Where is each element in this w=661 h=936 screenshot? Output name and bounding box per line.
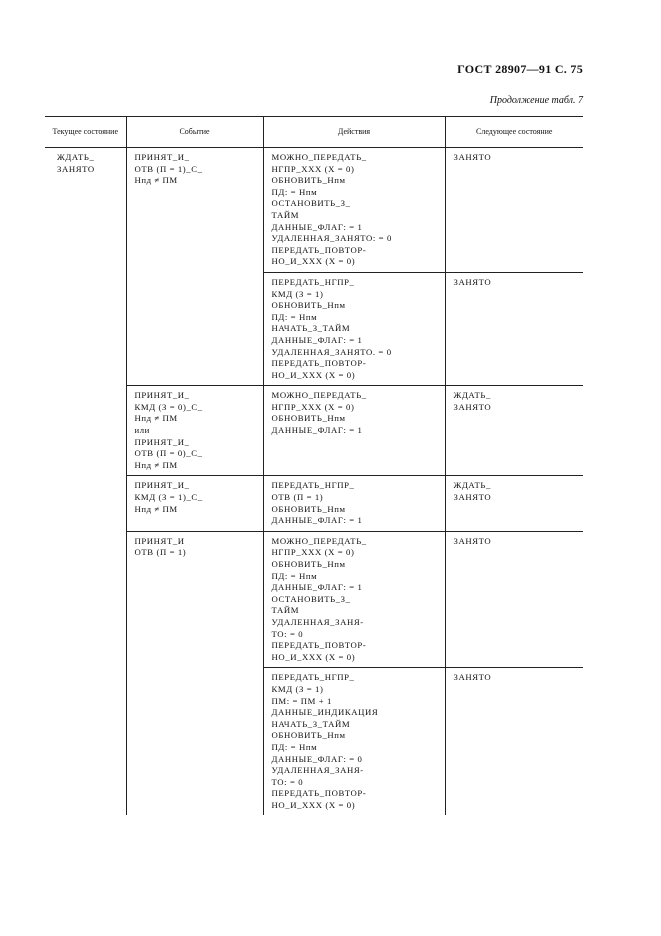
event-line: ОТВ (П = 1)_С_: [134, 163, 203, 174]
action-line: ДАННЫЕ_ИНДИКАЦИЯ: [271, 707, 379, 718]
next-state-cell: [445, 668, 583, 816]
current-state-line: ЖДАТЬ_: [57, 152, 95, 162]
action-line: ТО: = 0: [271, 628, 304, 639]
table-continuation-caption: Продолжение табл. 7: [489, 95, 583, 106]
action-line: ПЕРЕДАТЬ_ПОВТОР-: [271, 358, 367, 369]
action-line: ДАННЫЕ_ФЛАГ: = 1: [271, 582, 363, 593]
action-line: НО_И_ХХХ (Х = 0): [271, 256, 356, 267]
action-line: ПЕРЕДАТЬ_НГПР_: [271, 672, 355, 683]
event-line: Нпд ≠ ПМ: [134, 413, 178, 424]
action-line: КМД (З = 1): [271, 683, 324, 694]
event-line: Нпд ≠ ПМ: [134, 459, 178, 470]
next-state-cell: [445, 272, 583, 385]
event-line: ПРИНЯТ_И_: [134, 436, 190, 447]
current-state-cell: [45, 148, 126, 816]
event-line: ПРИНЯТ_И: [134, 535, 185, 546]
action-line: ПЕРЕДАТЬ_ПОВТОР-: [271, 640, 367, 651]
action-line: НО_И_ХХХ (Х = 0): [271, 651, 356, 662]
action-line: УДАЛЕННАЯ_ЗАНЯТО. = 0: [271, 346, 392, 357]
action-line: НГПР_ХХХ (Х = 0): [271, 547, 355, 558]
event-line: Нпд ≠ ПМ: [134, 503, 178, 514]
action-line: МОЖНО_ПЕРЕДАТЬ_: [271, 152, 367, 162]
action-line: ПЕРЕДАТЬ_ПОВТОР-: [271, 244, 367, 255]
event-line: ПРИНЯТ_И_: [134, 390, 190, 401]
actions-cell: [263, 668, 445, 816]
event-line: ПРИНЯТ_И_: [134, 152, 190, 162]
action-line: ОБНОВИТЬ_Нпм: [271, 175, 346, 186]
action-line: ДАННЫЕ_ФЛАГ: = 1: [271, 425, 363, 436]
event-line: Нпд ≠ ПМ: [134, 175, 178, 186]
action-line: УДАЛЕННАЯ_ЗАНЯ-: [271, 616, 364, 627]
next-state-cell: [445, 531, 583, 668]
action-line: ПМ: = ПМ + 1: [271, 695, 332, 706]
action-line: ТАЙМ: [271, 605, 300, 616]
action-line: ОСТАНОВИТЬ_З_: [271, 593, 351, 604]
next-state-line: ЖДАТЬ_: [453, 480, 491, 491]
action-line: ОБНОВИТЬ_Нпм: [271, 730, 346, 741]
action-line: ДАННЫЕ_ФЛАГ: = 1: [271, 221, 363, 232]
table-row: [45, 386, 583, 476]
next-state-cell: [445, 148, 583, 273]
next-state-line: ЗАНЯТО: [453, 401, 492, 412]
action-line: ТО: = 0: [271, 776, 304, 787]
next-state-line: ЗАНЯТО: [453, 535, 492, 546]
action-line: ПД: = Нпм: [271, 741, 318, 752]
next-state-line: ЗАНЯТО: [453, 492, 492, 503]
actions-cell: [263, 531, 445, 668]
action-line: ОТВ (П = 1): [271, 492, 324, 503]
action-line: НАЧАТЬ_З_ТАЙМ: [271, 323, 351, 334]
action-line: ОСТАНОВИТЬ_З_: [271, 198, 351, 209]
table-row: [45, 531, 583, 668]
event-line: КМД (З = 1)_С_: [134, 492, 203, 503]
actions-cell: [263, 386, 445, 476]
next-state-cell: [445, 476, 583, 531]
action-line: ПД: = Нпм: [271, 186, 318, 197]
action-line: НГПР_ХХХ (Х = 0): [271, 401, 355, 412]
table-row: [45, 476, 583, 531]
action-line: ПД: = Нпм: [271, 570, 318, 581]
action-line: МОЖНО_ПЕРЕДАТЬ_: [271, 390, 367, 401]
action-line: МОЖНО_ПЕРЕДАТЬ_: [271, 535, 367, 546]
next-state-line: ЗАНЯТО: [453, 672, 492, 683]
event-line: КМД (З = 0)_С_: [134, 401, 203, 412]
action-line: ПЕРЕДАТЬ_НГПР_: [271, 480, 355, 491]
action-line: УДАЛЕННАЯ_ЗАНЯ-: [271, 765, 364, 776]
actions-cell: [263, 272, 445, 385]
event-line: ПРИНЯТ_И_: [134, 480, 190, 491]
action-line: НГПР_ХХХ (Х = 0): [271, 163, 355, 174]
action-line: ОБНОВИТЬ_Нпм: [271, 300, 346, 311]
column-header-next-state: Следующее состояние: [445, 117, 583, 148]
next-state-cell: [445, 386, 583, 476]
action-line: КМД (З = 1): [271, 288, 324, 299]
column-header-actions: Действия: [263, 117, 445, 148]
action-line: ПЕРЕДАТЬ_НГПР_: [271, 276, 355, 287]
table-header-row: [45, 117, 583, 148]
next-state-line: ЖДАТЬ_: [453, 390, 491, 401]
column-header-current-state: Текущее состояние: [52, 127, 118, 136]
event-cell: [126, 531, 263, 815]
next-state-line: ЗАНЯТО: [453, 152, 492, 162]
current-state-line: ЗАНЯТО: [57, 163, 95, 174]
action-line: ТАЙМ: [271, 209, 300, 220]
event-cell: [126, 386, 263, 476]
action-line: ПЕРЕДАТЬ_ПОВТОР-: [271, 788, 367, 799]
event-cell: [126, 148, 263, 386]
actions-cell: [263, 148, 445, 273]
event-line: ОТВ (П = 1): [134, 547, 187, 558]
next-state-line: ЗАНЯТО: [453, 276, 492, 287]
action-line: ОБНОВИТЬ_Нпм: [271, 503, 346, 514]
action-line: ДАННЫЕ_ФЛАГ: = 1: [271, 515, 363, 526]
action-line: ДАННЫЕ_ФЛАГ: = 0: [271, 753, 363, 764]
action-line: ОБНОВИТЬ_Нпм: [271, 413, 346, 424]
action-line: ОБНОВИТЬ_Нпм: [271, 559, 346, 569]
event-line: или: [134, 425, 150, 436]
table-row: [45, 148, 583, 273]
page-header: ГОСТ 28907—91 С. 75: [457, 62, 583, 76]
action-line: ПД: = Нпм: [271, 311, 318, 322]
action-line: НАЧАТЬ_З_ТАЙМ: [271, 718, 351, 729]
action-line: НО_И_ХХХ (Х = 0): [271, 799, 356, 810]
event-line: ОТВ (П = 0)_С_: [134, 448, 203, 459]
action-line: УДАЛЕННАЯ_ЗАНЯТО: = 0: [271, 233, 392, 244]
actions-cell: [263, 476, 445, 531]
action-line: ДАННЫЕ_ФЛАГ: = 1: [271, 334, 363, 345]
column-header-event: Событие: [126, 117, 263, 148]
state-transition-table: [45, 116, 583, 815]
action-line: НО_И_ХХХ (Х = 0): [271, 369, 356, 380]
event-cell: [126, 476, 263, 531]
